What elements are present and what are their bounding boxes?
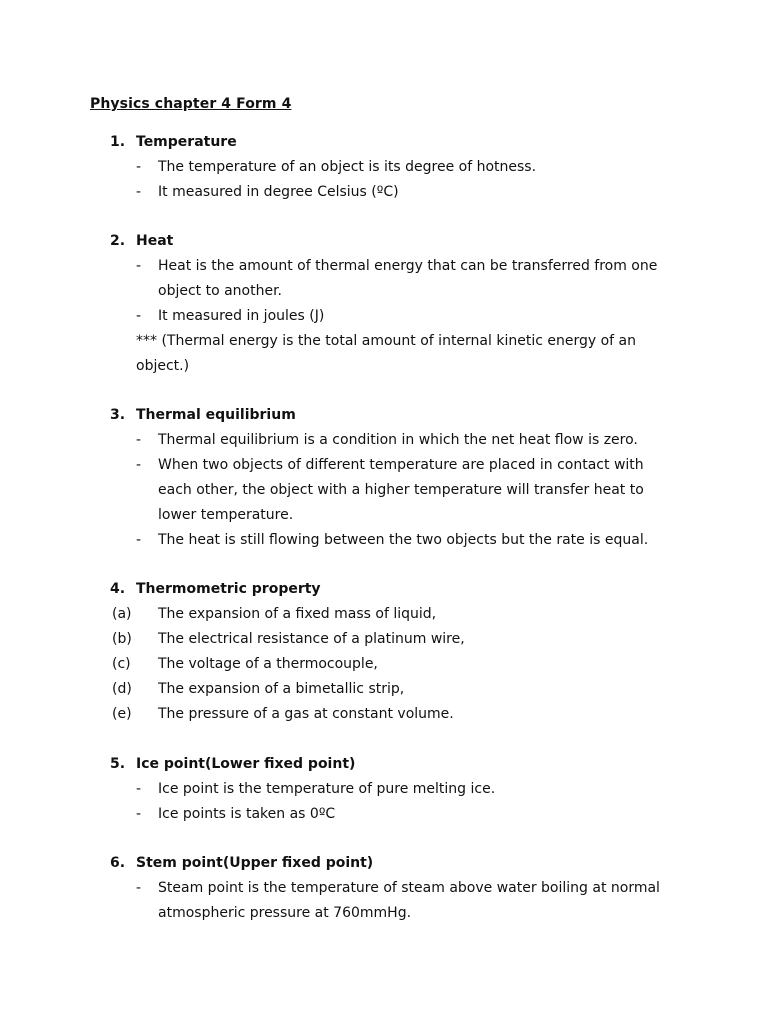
section-title: Temperature	[136, 134, 237, 150]
bullet-text: each other, the object with a higher temperature will transfer heat to	[158, 482, 644, 498]
item-text: The pressure of a gas at constant volume.	[158, 706, 454, 722]
bullet-dash: -	[136, 880, 142, 896]
bullet-dash: -	[136, 258, 142, 274]
section-heading	[110, 851, 710, 876]
section-steam-point	[110, 851, 710, 926]
bullet-dash: -	[136, 184, 142, 200]
section-heading	[110, 229, 710, 254]
bullet-item	[110, 876, 710, 901]
bullet-item	[110, 428, 710, 453]
bullet-text: lower temperature.	[158, 507, 294, 523]
section-heading	[110, 752, 710, 777]
lettered-item	[110, 627, 710, 652]
section-ice-point	[110, 752, 710, 827]
item-text: The electrical resistance of a platinum wire,	[158, 631, 465, 647]
section-title: Heat	[136, 233, 174, 249]
lettered-item	[110, 702, 710, 727]
section-number: 5.	[110, 756, 126, 772]
section-title: Thermometric property	[136, 581, 321, 597]
lettered-item	[110, 602, 710, 627]
section-number: 3.	[110, 407, 126, 423]
bullet-dash: -	[136, 159, 142, 175]
bullet-item	[110, 254, 710, 279]
item-text: The expansion of a bimetallic strip,	[158, 681, 405, 697]
document-title: Physics chapter 4 Form 4	[90, 96, 292, 112]
bullet-item	[110, 304, 710, 329]
bullet-text: Heat is the amount of thermal energy that can be transferred from one	[158, 258, 658, 274]
bullet-text: When two objects of different temperature are placed in contact with	[158, 457, 644, 473]
bullet-dash: -	[136, 532, 142, 548]
bullet-text: Thermal equilibrium is a condition in which the net heat flow is zero.	[158, 432, 638, 448]
section-temperature	[110, 130, 710, 205]
item-letter: (c)	[112, 656, 131, 672]
item-text: The expansion of a fixed mass of liquid,	[158, 606, 437, 622]
bullet-text: The heat is still flowing between the two objects but the rate is equal.	[158, 532, 649, 548]
section-title: Ice point(Lower fixed point)	[136, 756, 356, 772]
section-heat	[110, 229, 710, 379]
section-number: 2.	[110, 233, 126, 249]
bullet-text: Steam point is the temperature of steam above water boiling at normal	[158, 880, 660, 896]
bullet-item	[110, 155, 710, 180]
bullet-text: Ice point is the temperature of pure melting ice.	[158, 781, 496, 797]
bullet-item	[110, 453, 710, 478]
bullet-dash: -	[136, 308, 142, 324]
bullet-dash: -	[136, 457, 142, 473]
item-letter: (e)	[112, 706, 132, 722]
bullet-continuation	[110, 478, 710, 503]
bullet-continuation	[110, 503, 710, 528]
bullet-text: It measured in joules (J)	[158, 308, 325, 324]
bullet-dash: -	[136, 432, 142, 448]
bullet-item	[110, 802, 710, 827]
section-title: Thermal equilibrium	[136, 407, 296, 423]
bullet-item	[110, 528, 710, 553]
bullet-text: Ice points is taken as 0ºC	[158, 806, 336, 822]
bullet-continuation	[110, 901, 710, 926]
bullet-text: It measured in degree Celsius (ºC)	[158, 184, 399, 200]
section-title: Stem point(Upper fixed point)	[136, 855, 374, 871]
item-text: The voltage of a thermocouple,	[158, 656, 378, 672]
lettered-item	[110, 677, 710, 702]
section-heading	[110, 577, 710, 602]
section-heading	[110, 130, 710, 155]
section-number: 4.	[110, 581, 126, 597]
bullet-text: atmospheric pressure at 760mmHg.	[158, 905, 412, 921]
item-letter: (d)	[112, 681, 132, 697]
bullet-continuation	[110, 279, 710, 304]
note-line	[110, 354, 710, 379]
section-thermal-equilibrium	[110, 403, 710, 553]
note-text: object.)	[136, 358, 190, 374]
section-heading	[110, 403, 710, 428]
bullet-text: object to another.	[158, 283, 283, 299]
bullet-item	[110, 180, 710, 205]
note-text: *** (Thermal energy is the total amount of internal kinetic energy of an	[136, 333, 636, 349]
item-letter: (a)	[112, 606, 132, 622]
bullet-item	[110, 777, 710, 802]
section-thermometric-property	[110, 577, 710, 727]
lettered-item	[110, 652, 710, 677]
item-letter: (b)	[112, 631, 132, 647]
bullet-dash: -	[136, 806, 142, 822]
bullet-dash: -	[136, 781, 142, 797]
note-line	[110, 329, 710, 354]
section-number: 1.	[110, 134, 126, 150]
section-number: 6.	[110, 855, 126, 871]
bullet-text: The temperature of an object is its degree of hotness.	[158, 159, 537, 175]
